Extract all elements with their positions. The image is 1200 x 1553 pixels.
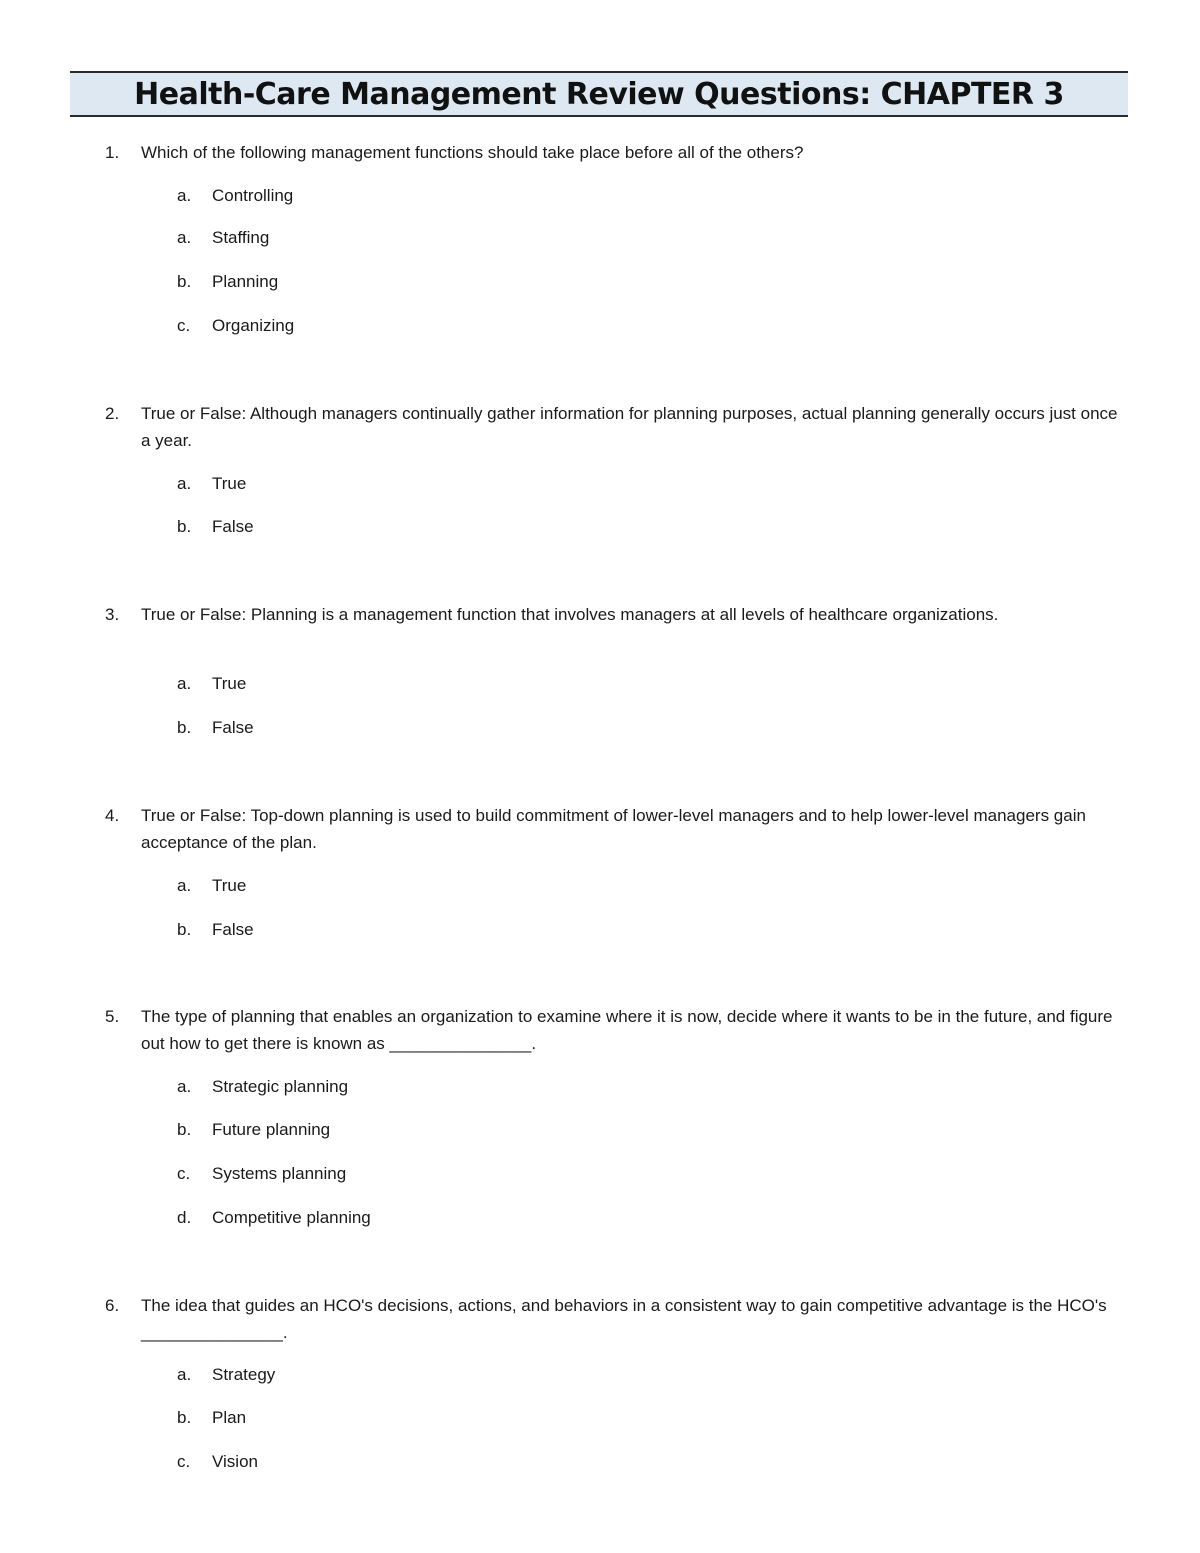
option-text: True [212, 876, 247, 895]
option-text: Strategic planning [212, 1077, 349, 1096]
answer-option [0, 1077, 1200, 1103]
option-text: Planning [212, 272, 279, 291]
option-letter: b. [177, 517, 192, 536]
answer-option [0, 1408, 1200, 1434]
option-letter: b. [177, 920, 192, 939]
option-text: Strategy [212, 1365, 276, 1384]
option-text: False [212, 920, 254, 939]
answer-option [0, 1365, 1200, 1391]
question-number: 5. [105, 1007, 120, 1026]
answer-option [0, 1452, 1200, 1478]
answer-option [0, 517, 1200, 543]
question-number: 2. [105, 404, 120, 423]
option-letter: a. [177, 674, 192, 693]
answer-option [0, 920, 1200, 946]
option-text: Competitive planning [212, 1208, 371, 1227]
question-number: 4. [105, 806, 120, 825]
option-letter: a. [177, 186, 192, 205]
question-text: True or False: Planning is a management function that involves managers at all levels of healthcare organizations. [141, 605, 999, 624]
option-letter: c. [177, 1452, 191, 1471]
option-text: False [212, 517, 254, 536]
option-text: Staffing [212, 228, 270, 247]
option-text: Controlling [212, 186, 294, 205]
question-number: 3. [105, 605, 120, 624]
answer-option [0, 228, 1200, 254]
question-text: The type of planning that enables an organization to examine where it is now, decide where it wants to be in the future, and figure out how to get there is known as _______________. [141, 1007, 1113, 1053]
option-letter: c. [177, 316, 191, 335]
question-text: True or False: Top-down planning is used to build commitment of lower-level managers and to help lower-level managers gain acceptance of the plan. [141, 806, 1086, 852]
answer-option [0, 186, 1200, 212]
option-letter: a. [177, 228, 192, 247]
page-title-bar [70, 71, 1128, 117]
question-number: 6. [105, 1296, 120, 1315]
option-text: Vision [212, 1452, 258, 1471]
answer-option [0, 674, 1200, 700]
answer-option [0, 272, 1200, 298]
answer-option [0, 316, 1200, 342]
option-letter: a. [177, 876, 192, 895]
option-text: Future planning [212, 1120, 331, 1139]
answer-option [0, 718, 1200, 744]
option-text: Plan [212, 1408, 247, 1427]
question-text: The idea that guides an HCO's decisions, actions, and behaviors in a consistent way to gain competitive advantage is the HCO's _______________. [141, 1296, 1107, 1342]
option-letter: b. [177, 718, 192, 737]
option-text: False [212, 718, 254, 737]
question-text: Which of the following management functions should take place before all of the others? [141, 143, 804, 162]
answer-option [0, 876, 1200, 902]
option-letter: a. [177, 1365, 192, 1384]
option-text: True [212, 674, 247, 693]
option-letter: d. [177, 1208, 192, 1227]
option-letter: a. [177, 474, 192, 493]
option-text: True [212, 474, 247, 493]
option-letter: b. [177, 272, 192, 291]
answer-option [0, 1120, 1200, 1146]
option-letter: b. [177, 1120, 192, 1139]
answer-option [0, 1208, 1200, 1234]
question-number: 1. [105, 143, 120, 162]
question-text: True or False: Although managers continually gather information for planning purposes, actual planning generally occurs just once a year. [141, 404, 1118, 450]
answer-option [0, 474, 1200, 500]
option-text: Organizing [212, 316, 295, 335]
option-letter: c. [177, 1164, 191, 1183]
page-title: Health-Care Management Review Questions: CHAPTER 3 [134, 76, 1064, 112]
option-letter: b. [177, 1408, 192, 1427]
option-letter: a. [177, 1077, 192, 1096]
option-text: Systems planning [212, 1164, 347, 1183]
answer-option [0, 1164, 1200, 1190]
